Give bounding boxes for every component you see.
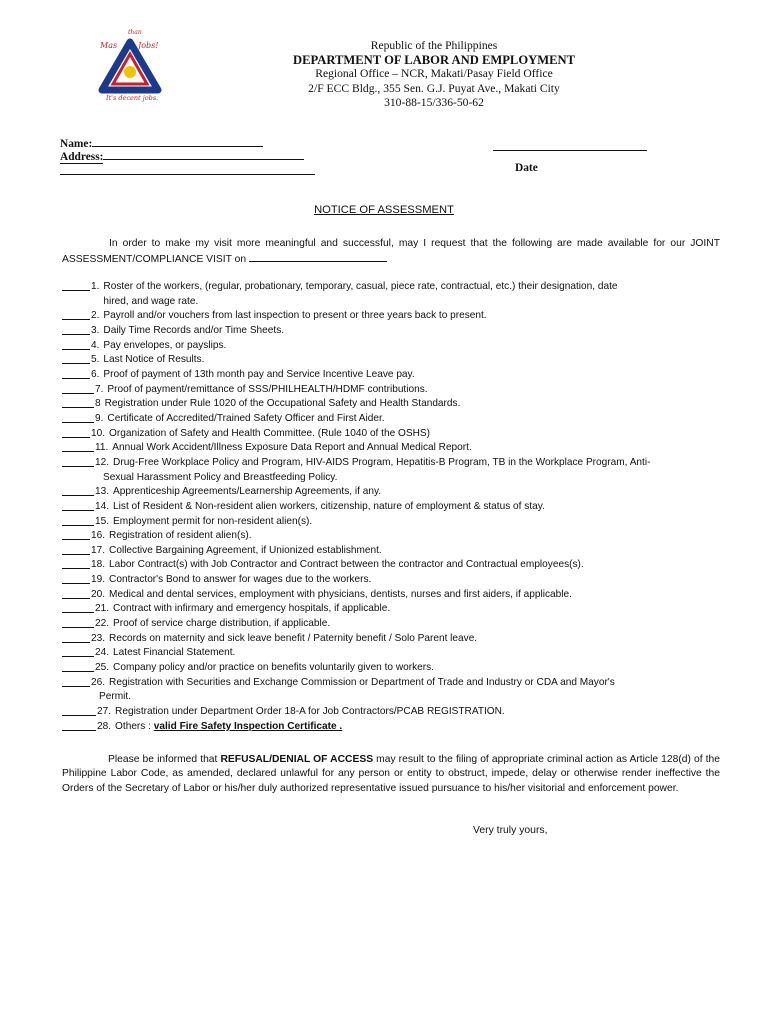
checkbox-blank[interactable] [62, 646, 94, 657]
item-text-continued: Permit. [99, 691, 132, 703]
requirements-checklist [62, 280, 722, 734]
checklist-item [62, 705, 722, 720]
checklist-item [62, 353, 722, 368]
item-text: Labor Contract(s) with Job Contractor and Contract between the contractor and Contractual employees(s). [109, 559, 584, 571]
item-text: Drug-Free Workplace Policy and Program, HIV-AIDS Program, Hepatitis-B Program, TB in the Workplace Program, Anti- [113, 456, 651, 468]
item-number: 11. [95, 442, 109, 454]
date-blank[interactable] [493, 150, 647, 151]
checklist-item [62, 617, 722, 632]
name-row [60, 136, 360, 149]
item-text: Registration under Rule 1020 of the Occupational Safety and Health Standards. [104, 398, 461, 410]
checklist-item [62, 397, 722, 412]
address-line-2 [60, 164, 360, 177]
address-blank-2[interactable] [60, 164, 315, 175]
checkbox-blank[interactable] [62, 441, 94, 452]
checklist-item [62, 558, 722, 573]
item-text: Last Notice of Results. [103, 354, 205, 366]
item-text: List of Resident & Non-resident alien workers, citizenship, nature of employment & status of stay. [113, 500, 545, 512]
checkbox-blank[interactable] [62, 632, 90, 643]
svg-text:Mas: Mas [100, 41, 118, 50]
item-text: Contractor's Bond to answer for wages due to the workers. [109, 574, 372, 586]
checkbox-blank[interactable] [62, 368, 90, 379]
item-text-block [107, 412, 722, 427]
item-text-continued: Sexual Harassment Policy and Breastfeeding Policy. [103, 471, 338, 483]
checkbox-blank[interactable] [62, 427, 90, 438]
checkbox-blank[interactable] [62, 720, 96, 731]
checklist-item [62, 529, 722, 544]
letterhead [218, 39, 650, 110]
item-number: 16. [91, 530, 106, 542]
item-text-block [115, 720, 722, 735]
item-text-block [103, 368, 722, 383]
checkbox-blank[interactable] [62, 324, 90, 335]
item-underlined-text: valid Fire Safety Inspection Certificate . [153, 720, 343, 732]
checklist-item [62, 412, 722, 427]
checkbox-blank[interactable] [62, 529, 90, 540]
item-text-block [109, 427, 722, 442]
item-text-block [103, 280, 722, 309]
svg-text:It's decent jobs.: It's decent jobs. [106, 94, 159, 102]
item-text: Organization of Safety and Health Committee. (Rule 1040 of the OSHS) [109, 427, 430, 439]
item-text: Proof of service charge distribution, if applicable. [113, 618, 331, 630]
item-text: Contract with infirmary and emergency hospitals, if applicable. [113, 603, 391, 615]
checkbox-blank[interactable] [62, 397, 94, 408]
notice-text-before: Please be informed that [108, 754, 218, 765]
item-number: 4. [91, 339, 100, 351]
item-text-block [103, 339, 722, 354]
item-text-block [103, 309, 722, 324]
item-number: 15. [95, 515, 110, 527]
item-number: 12. [95, 456, 110, 468]
checkbox-blank[interactable] [62, 676, 90, 687]
item-text-block [113, 485, 722, 500]
item-number: 26. [91, 676, 106, 688]
item-number: 25. [95, 662, 110, 674]
closing-salutation: Very truly yours, [473, 825, 548, 836]
item-text-block [113, 661, 722, 676]
checklist-item [62, 485, 722, 500]
item-number: 5. [91, 354, 100, 366]
item-text-block [115, 705, 722, 720]
item-number: 21. [95, 603, 110, 615]
name-blank[interactable] [92, 136, 263, 147]
item-text: Daily Time Records and/or Time Sheets. [103, 324, 285, 336]
checklist-item [62, 573, 722, 588]
visit-date-blank[interactable] [249, 251, 387, 262]
item-text-block [105, 397, 722, 412]
checklist-item [62, 500, 722, 515]
checkbox-blank[interactable] [62, 353, 90, 364]
item-number: 8 [95, 398, 101, 410]
address-blank[interactable] [103, 149, 304, 160]
item-text: Certificate of Accredited/Trained Safety Officer and First Aider. [107, 412, 385, 424]
item-text-block [103, 353, 722, 368]
checklist-item [62, 544, 722, 559]
checklist-item [62, 309, 722, 324]
item-text: Employment permit for non-resident alien(s). [113, 515, 313, 527]
checklist-item [62, 368, 722, 383]
intro-text: In order to make my visit more meaningful and successful, may I request that the following are made available for our JOINT ASSESSMENT/COMPLIANCE VISIT on [62, 238, 720, 266]
item-text-block [109, 632, 722, 647]
checkbox-blank[interactable] [62, 309, 90, 320]
item-number: 3. [91, 324, 100, 336]
item-text-continued: hired, and wage rate. [103, 295, 199, 307]
item-number: 10. [91, 427, 106, 439]
checkbox-blank[interactable] [62, 558, 90, 569]
header-department: DEPARTMENT OF LABOR AND EMPLOYMENT [293, 53, 575, 68]
checkbox-blank[interactable] [62, 544, 90, 555]
checkbox-blank[interactable] [62, 661, 94, 672]
item-text-block [109, 573, 722, 588]
item-text-block [103, 456, 722, 485]
item-text: Registration with Securities and Exchange Commission or Department of Trade and Industry or CDA and Mayor's [109, 676, 615, 688]
item-text: Records on maternity and sick leave benefit / Paternity benefit / Solo Parent leave. [109, 632, 478, 644]
item-number: 18. [91, 559, 106, 571]
checkbox-blank[interactable] [62, 383, 94, 394]
item-text: Company policy and/or practice on benefits voluntarily given to workers. [113, 662, 434, 674]
item-number: 6. [91, 368, 100, 380]
item-number: 17. [91, 544, 106, 556]
checklist-item [62, 456, 722, 485]
checklist-item [62, 515, 722, 530]
item-text: Collective Bargaining Agreement, if Unionized establishment. [109, 544, 382, 556]
item-text: Medical and dental services, employment with physicians, dentists, nurses and first aiders, if applicable. [109, 588, 572, 600]
item-number: 14. [95, 500, 110, 512]
checklist-item [62, 280, 722, 309]
item-text: Annual Work Accident/Illness Exposure Data Report and Annual Medical Report. [112, 442, 472, 454]
item-number: 27. [97, 706, 112, 718]
dole-logo-icon [98, 28, 170, 106]
header-regional-office: Regional Office – NCR, Makati/Pasay Field Office [315, 67, 553, 81]
checkbox-blank[interactable] [62, 515, 94, 526]
item-text: Proof of payment of 13th month pay and Service Incentive Leave pay. [103, 368, 415, 380]
item-number: 23. [91, 632, 106, 644]
item-text-block [112, 441, 722, 456]
document-title: NOTICE OF ASSESSMENT [314, 204, 454, 216]
notice-paragraph [62, 753, 720, 796]
notice-text-after: may result to the filing of appropriate criminal action as Article 128(d) of the Philippine Labor Code, as amended, declared unlawful for any person or entity to obstruct, impede, delay or otherwise render ineffective the Orders of the Secretary of Labor or his/her duly authorized representative issued pursuance to his/her visitorial and enforcement power. [62, 754, 720, 794]
checkbox-blank[interactable] [62, 456, 94, 467]
date-label: Date [515, 162, 538, 174]
checkbox-blank[interactable] [62, 339, 90, 350]
item-number: 7. [95, 383, 104, 395]
header-address: 2/F ECC Bldg., 355 Sen. G.J. Puyat Ave., Makati City [308, 81, 560, 95]
item-text-block [103, 324, 722, 339]
item-number: 9. [95, 412, 104, 424]
item-text-block [109, 544, 722, 559]
recipient-fields [60, 136, 360, 177]
checkbox-blank[interactable] [62, 280, 90, 291]
item-text: Others : [115, 720, 151, 732]
item-number: 22. [95, 618, 110, 630]
item-number: 13. [95, 486, 110, 498]
item-number: 1. [91, 281, 100, 292]
item-number: 28. [97, 720, 112, 732]
item-text-block [113, 602, 722, 617]
checklist-item [62, 588, 722, 603]
item-text: Registration under Department Order 18-A for Job Contractors/PCAB REGISTRATION. [115, 706, 505, 718]
checklist-item [62, 441, 722, 456]
item-number: 20. [91, 588, 106, 600]
header-republic: Republic of the Philippines [370, 39, 498, 52]
item-text: Payroll and/or vouchers from last inspection to present or three years back to present. [103, 310, 487, 322]
item-text-block [113, 617, 722, 632]
svg-text:Jobs!: Jobs! [138, 41, 159, 50]
item-text: Apprenticeship Agreements/Learnership Agreements, if any. [113, 486, 382, 498]
checkbox-blank[interactable] [62, 617, 94, 628]
item-text-block [113, 515, 722, 530]
checklist-item [62, 324, 722, 339]
header-phone: 310-88-15/336-50-62 [384, 95, 484, 109]
notice-text-bold: REFUSAL/DENIAL OF ACCESS [220, 754, 374, 765]
address-label: Address: [60, 151, 104, 163]
item-text: Latest Financial Statement. [113, 647, 236, 659]
item-text-block [113, 646, 722, 661]
svg-text:than: than [128, 29, 142, 36]
item-text: Proof of payment/remittance of SSS/PHILHEALTH/HDMF contributions. [107, 383, 428, 395]
item-text-block [109, 588, 722, 603]
checklist-item [62, 720, 722, 735]
item-text-block [113, 500, 722, 515]
checklist-item [62, 339, 722, 354]
item-text: Roster of the workers, (regular, probationary, temporary, casual, piece rate, contractual, etc.) their designation, date [103, 281, 618, 292]
item-text: Pay envelopes, or payslips. [103, 339, 227, 351]
checkbox-blank[interactable] [62, 500, 94, 511]
checkbox-blank[interactable] [62, 602, 94, 613]
item-number: 24. [95, 647, 110, 659]
checklist-item [62, 602, 722, 617]
checkbox-blank[interactable] [62, 485, 94, 496]
name-label: Name: [60, 138, 93, 150]
checkbox-blank[interactable] [62, 588, 90, 599]
checklist-item [62, 383, 722, 398]
checklist-item [62, 676, 722, 705]
item-number: 19. [91, 574, 106, 586]
checkbox-blank[interactable] [62, 412, 94, 423]
checkbox-blank[interactable] [62, 705, 96, 716]
item-number: 2. [91, 310, 100, 322]
item-text-block [107, 383, 722, 398]
item-text-block [99, 676, 722, 705]
item-text-block [109, 558, 722, 573]
intro-paragraph [62, 237, 720, 268]
item-text: Registration of resident alien(s). [109, 530, 252, 542]
checklist-item [62, 632, 722, 647]
checklist-item [62, 646, 722, 661]
address-row [60, 149, 360, 162]
checkbox-blank[interactable] [62, 573, 90, 584]
item-text-block [109, 529, 722, 544]
checklist-item [62, 661, 722, 676]
checklist-item [62, 427, 722, 442]
